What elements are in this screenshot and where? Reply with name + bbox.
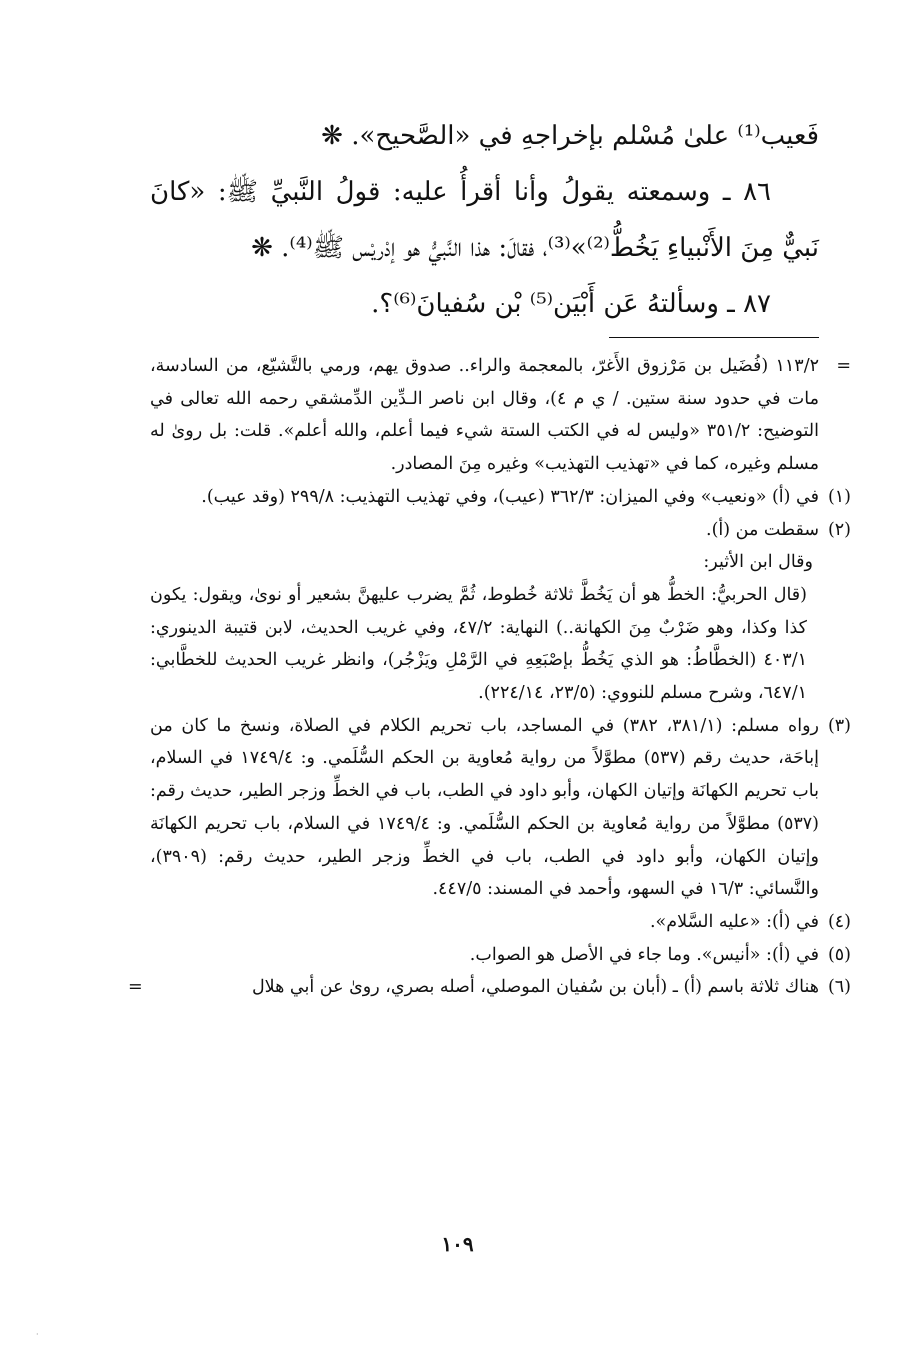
footnote-4 bbox=[150, 906, 851, 939]
footnote-text: رواه مسلم: (٣٨١/١، ٣٨٢) في المساجد، باب تحريم الكلام في الصلاة، ونسخ ما كان من إباحَة، حديث رقم (٥٣٧) مطوَّلاً من رواية مُعاوية بن الحكم السُّلَمي. و: ١٧٤٩/٤ في السلام، باب تحريم الكهانَة وإتيان الكهان، وأبو داود في الطب، باب في الخطِّ وزجر الطير، حديث رقم: (٥٣٧) مطوَّلاً من رواية مُعاوية بن الحكم السُّلَمي. و: ١٧٤٩/٤ في السلام، باب تحريم الكهانَة وإتيان الكهان، وأبو داود في الطب، باب في الخطِّ وزجر الطير، حديث رقم: (٣٩٠٩)، والنَّسائي: ١٦/٣ في السهو، وأحمد في المسند: ٤٤٧/٥. bbox=[150, 715, 819, 900]
footnote-number: (١) bbox=[827, 486, 851, 507]
footnotes bbox=[128, 350, 851, 1004]
footnote-1 bbox=[150, 481, 851, 514]
paragraph-86: ٨٦ ـ وسمعته يقولُ وأنا أقرأُ عليه: قولُ النَّبيِّ ﷺ: «كانَ نَبيٌّ مِنَ الأَنْبياءِ يَخُطُّ⁽²⁾»⁽³⁾، فقالَ: هذا النَّبيُّ هو إدْريْس ﷺ⁽⁴⁾. ❋ bbox=[150, 177, 819, 263]
main-line-intro: فَعيب⁽¹⁾ علىٰ مُسْلم بإخراجهِ في «الصَّحيح». ❋ bbox=[321, 121, 819, 151]
continuation-marker: = bbox=[836, 356, 851, 376]
footnote-text: سقطت من (أ). bbox=[706, 519, 819, 540]
footnote-number: (٥) bbox=[827, 944, 851, 965]
page-number: ١٠٩ bbox=[441, 1232, 474, 1256]
footnote-text: في (أ) «ونعيب» وفي الميزان: ٣٦٢/٣ (عيب)، وفي تهذيب التهذيب: ٢٩٩/٨ (وقد عيب). bbox=[201, 486, 819, 507]
footnote-5 bbox=[150, 939, 851, 972]
footnote-separator bbox=[609, 337, 819, 338]
footnote-text: هناك ثلاثة باسم (أ) ـ (أبان بن سُفيان الموصلي، أصله بصري، روىٰ عن أبي هلال bbox=[251, 977, 819, 998]
footnote-number: (٤) bbox=[827, 911, 851, 932]
footnote-text: في (أ): «عليه السَّلام». bbox=[649, 911, 819, 932]
footnote-6 bbox=[128, 971, 851, 1004]
footnote-quote: (قال الحربيُّ: الخطُّ هو أن يَخُطَّ ثلاثة خُطوط، ثُمَّ يضرب عليهنَّ بشعير أو نوىٰ، ويقول: يكون كذا وكذا، وهو ضَرْبٌ مِنَ الكهانة..) النهاية: ٤٧/٢، وفي غريب الحديث، لابن قتيبة الدينوري: ٤٠٣/١ (الخطَّاطُ: هو الذي يَخُطُّ بإصْبَعِهِ في الرَّمْلِ ويَزْجُر)، وانظر غريب الحديث للخطَّابي: ٦٤٧/١، وشرح مسلم للنووي: (٢٣/٥، ٢٢٤/١٤). bbox=[150, 584, 808, 704]
scan-dot: · bbox=[36, 1330, 39, 1339]
paragraph-87: ٨٧ ـ وسألتهُ عَن أَبْيَن⁽⁵⁾ بْن سُفيانَ⁽⁶⁾؟. bbox=[371, 289, 771, 319]
continuation-marker: = bbox=[128, 977, 143, 998]
main-text bbox=[150, 108, 819, 332]
footnote-number: (٦) bbox=[827, 977, 851, 998]
footnote-2 bbox=[150, 514, 851, 710]
footnote-3 bbox=[150, 710, 851, 906]
footnote-number: (٣) bbox=[827, 715, 851, 736]
footnote-text: في (أ): «أنيس». وما جاء في الأصل هو الصواب. bbox=[469, 944, 819, 965]
footnote-continuation-text: ١١٣/٢ (فُضَيل بن مَرْزوق الأَغرّ، بالمعجمة والراء.. صدوق يهم، ورمي بالتَّشيّع، من السادسة، مات في حدود سنة ستين. / ي م ٤)، وقال ابن ناصر الـدِّين الدِّمشقي رحمه الله تعالى في التوضيح: ٣٥١/٢ «وليس له في الكتب الستة شيء فيما أعلم، والله أعلم». قلت: بل روىٰ له مسلم وغيره، كما في «تهذيب التهذيب» وغيره مِنَ المصادر. bbox=[150, 356, 819, 475]
footnote-number: (٢) bbox=[827, 519, 851, 540]
footnote-continuation bbox=[150, 350, 851, 481]
footnote-subtext: وقال ابن الأثير: bbox=[703, 552, 813, 573]
